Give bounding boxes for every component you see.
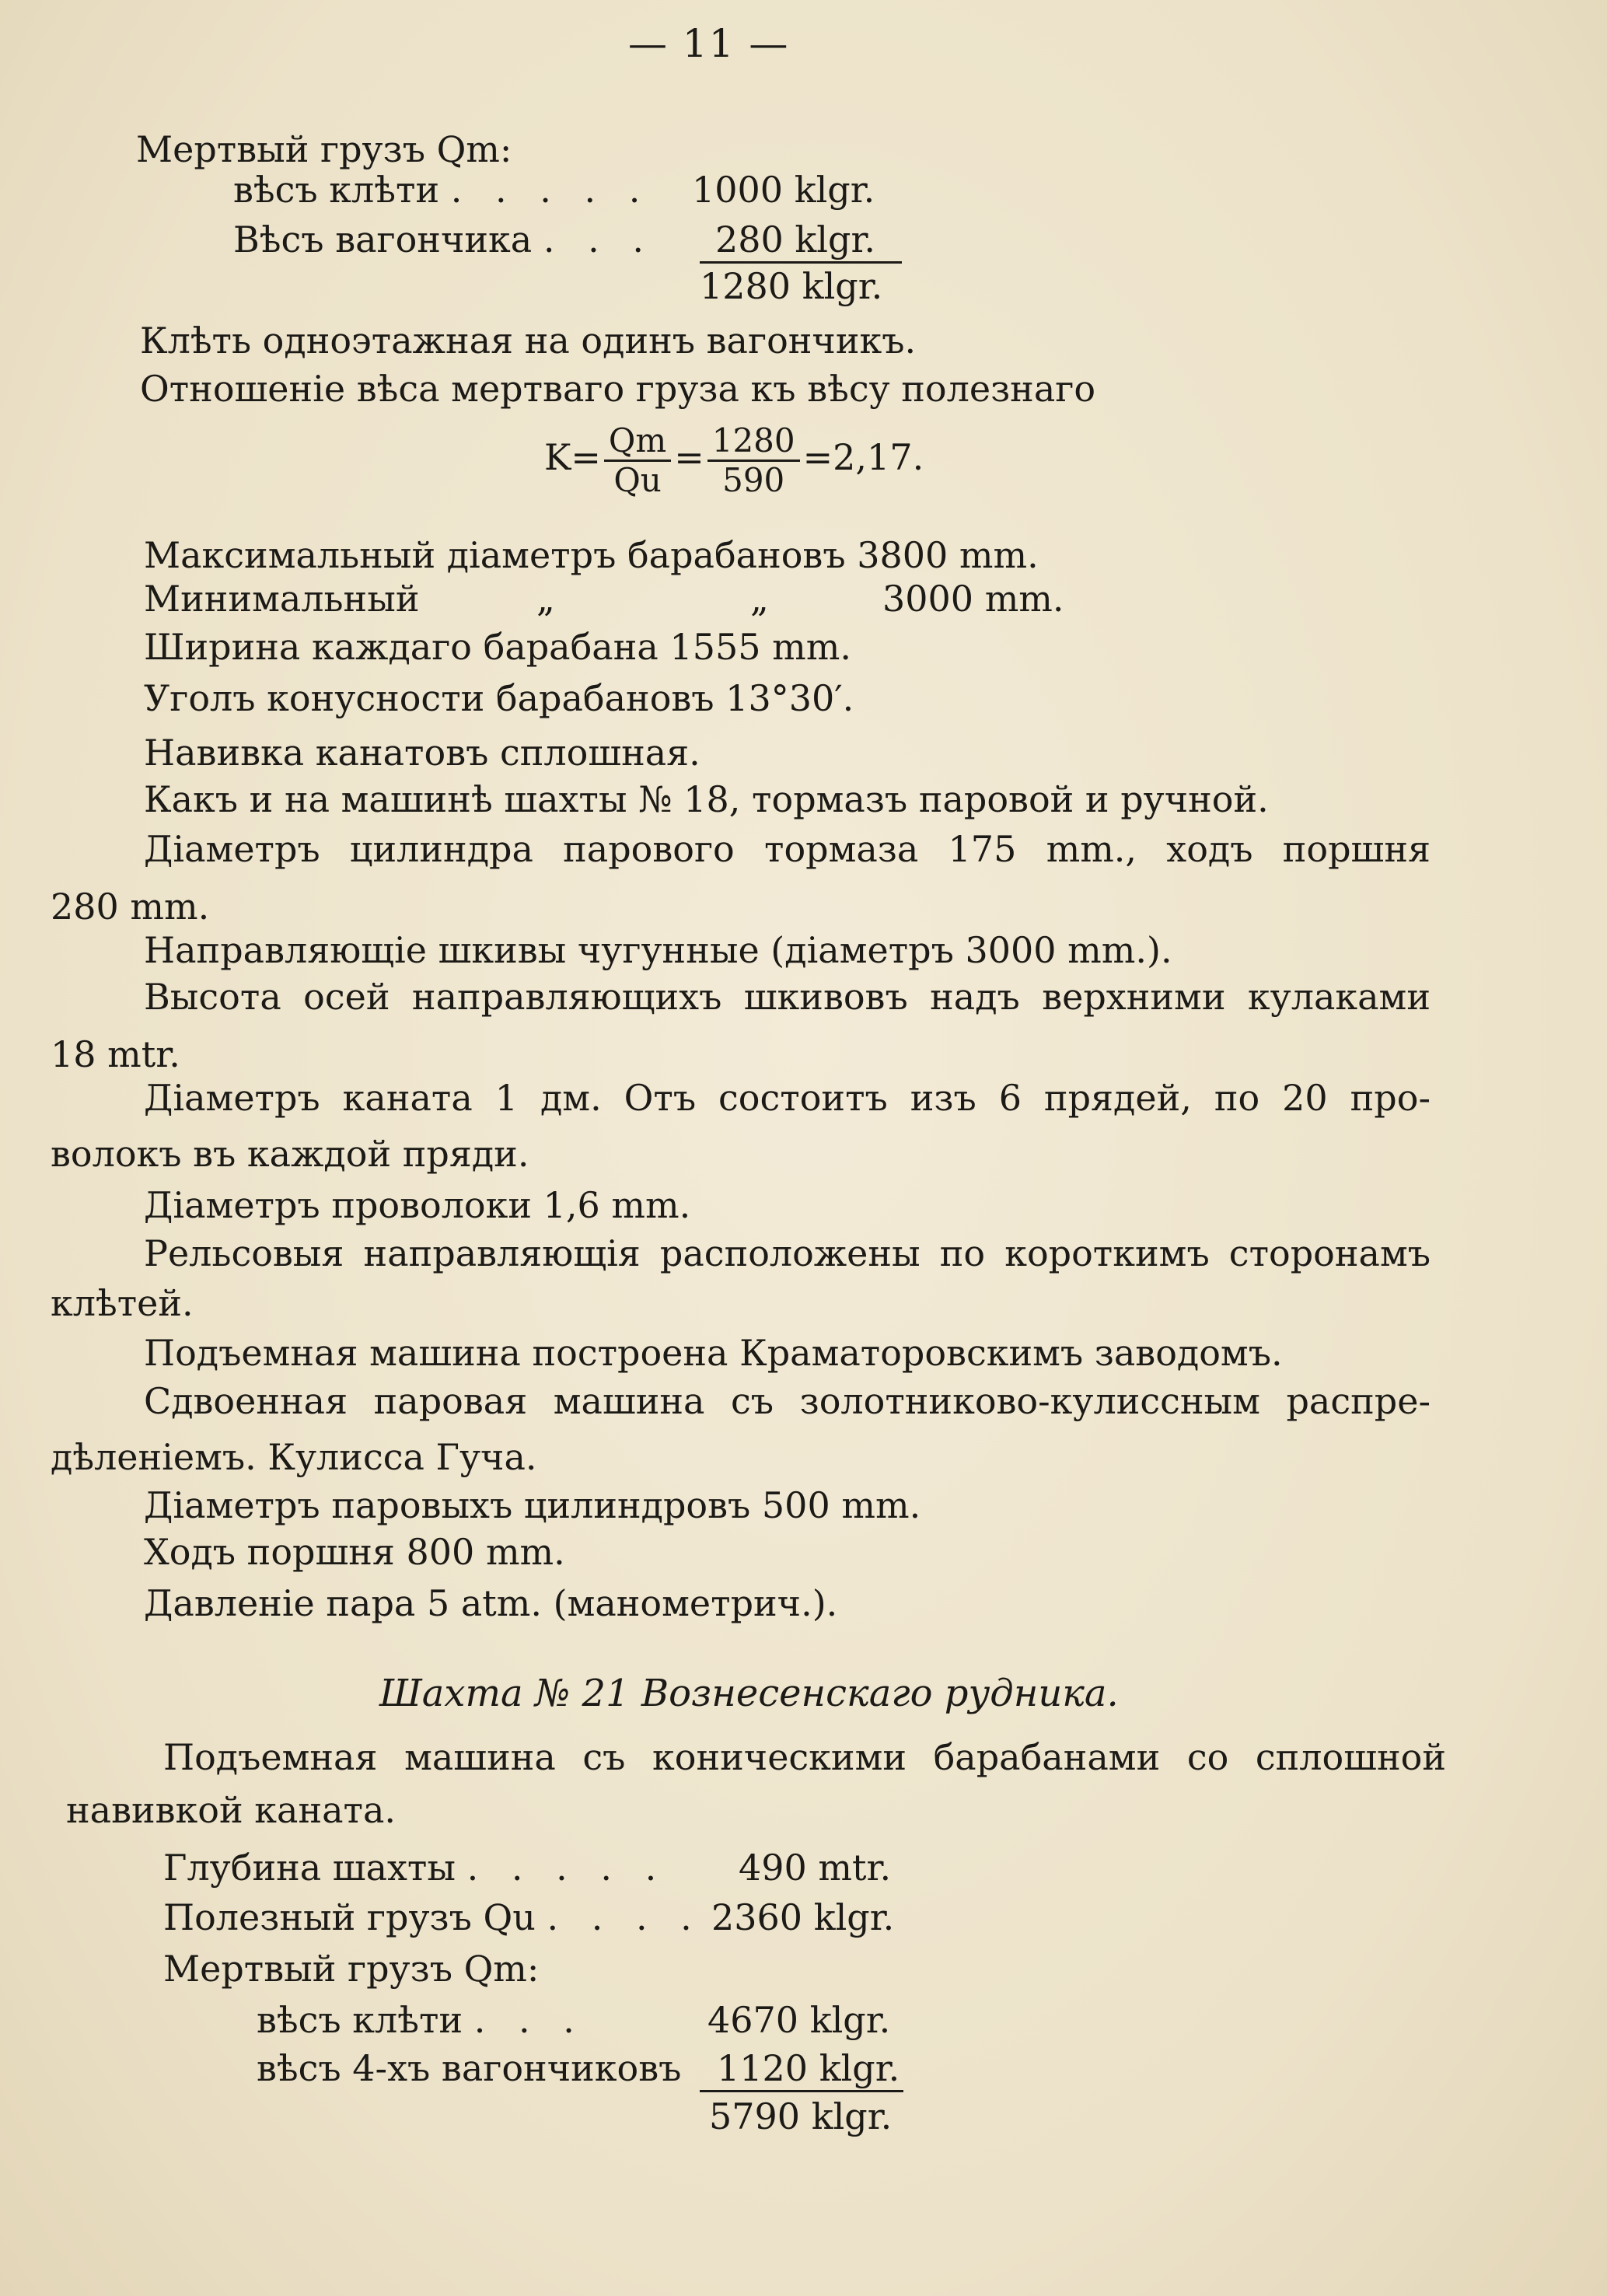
wagon-weight-label: Вѣсъ вагончика [233,218,533,260]
sum-rule-2 [700,2090,903,2092]
fraction-symbolic [604,422,671,499]
section-heading: Шахта № 21 Вознесенскаго рудника. [379,1672,1119,1715]
useful-load-row [163,1896,703,1939]
ditto-mark: „ [536,578,555,620]
wagons-weight-value: 1120 klgr. [717,2047,900,2089]
fraction-numerator: Qm [604,422,671,462]
cage-weight-value-2: 4670 klgr. [707,1999,891,2041]
useful-load-label: Полезный грузъ Qu [163,1896,536,1938]
leader-dots: . . . . [547,1896,703,1938]
dead-load-label-2: Мертвый грузъ Qm: [163,1948,540,1990]
fraction-numerator: 1280 [707,422,800,462]
leader-dots: . . . . . [466,1847,668,1889]
dead-load-total: 1280 klgr. [700,265,883,307]
text-line: Высота осей направляющихъ шкивовъ надъ верхними кулаками [144,976,1431,1018]
cage-weight-label: вѣсъ клѣти [233,169,440,211]
text-line: Діаметръ паровыхъ цилиндровъ 500 mm. [144,1484,921,1526]
useful-load-value: 2360 klgr. [711,1896,895,1938]
wagon-weight-row [233,218,655,261]
text-line: Сдвоенная паровая машина съ золотниково-кулиссным распре- [144,1380,1431,1422]
text-line: Діаметръ проволоки 1,6 mm. [144,1184,691,1226]
formula-equals: = [674,436,704,478]
formula-lhs: K= [544,436,601,478]
text-line: Діаметръ цилиндра парового тормаза 175 mm., ходъ поршня [144,828,1431,870]
text-line: волокъ въ каждой пряди. [51,1133,529,1175]
depth-value: 490 mtr. [739,1847,892,1889]
text-line: Уголъ конусности барабановъ 13°30′. [144,677,854,719]
ratio-intro-text: Отношеніе вѣса мертваго груза къ вѣсу полезнаго [140,368,1096,410]
text-line: 280 mm. [51,886,210,928]
dead-load-label: Мертвый грузъ Qm: [136,128,512,170]
ditto-mark: „ [750,578,769,620]
text-line: 3000 mm. [882,578,1064,620]
leader-dots: . . . [473,1999,585,2041]
cage-weight-label-2: вѣсъ клѣти [257,1999,463,2041]
fraction-numeric [707,422,800,499]
fraction-denominator: 590 [722,460,785,499]
wagons-weight-label: вѣсъ 4-хъ вагончиковъ [257,2047,682,2089]
ratio-formula [544,418,924,499]
depth-label: Глубина шахты [163,1847,456,1889]
dead-load-total-2: 5790 klgr. [709,2095,893,2137]
text-line: Минимальный [144,578,420,620]
cage-weight-value: 1000 klgr. [692,169,875,211]
fraction-denominator: Qu [613,460,662,499]
text-line: навивкой каната. [66,1789,397,1831]
text-line: 18 mtr. [51,1033,180,1075]
text-line: Ширина каждаго барабана 1555 mm. [144,626,851,668]
cage-weight-row-2 [257,1998,585,2042]
text-line: Максимальный діаметръ барабановъ 3800 mm. [144,534,1039,576]
cage-single-text: Клѣть одноэтажная на одинъ вагончикъ. [140,320,917,362]
text-line: Рельсовыя направляющія расположены по короткимъ сторонамъ [144,1232,1431,1274]
text-line: Навивка канатовъ сплошная. [144,732,700,774]
text-line: Давленіе пара 5 atm. (манометрич.). [144,1582,838,1624]
text-line: дѣленіемъ. Кулисса Гуча. [51,1436,537,1478]
text-line: Подъемная машина построена Краматоровскимъ заводомъ. [144,1332,1283,1374]
text-line: клѣтей. [51,1282,194,1324]
text-line: Подъемная машина съ коническими барабанами со сплошной [163,1736,1446,1778]
page-number: — 11 — [628,21,790,66]
depth-row [163,1846,667,1889]
text-line: Ходъ поршня 800 mm. [144,1531,565,1573]
text-line: Какъ и на машинѣ шахты № 18, тормазъ паровой и ручной. [144,778,1269,820]
formula-result: =2,17. [802,436,924,478]
cage-weight-row [233,168,651,211]
text-line: Направляющіе шкивы чугунные (діаметръ 3000 mm.). [144,929,1172,971]
leader-dots: . . . [543,218,655,260]
leader-dots: . . . . . [450,169,652,211]
text-line: Діаметръ каната 1 дм. Отъ состоитъ изъ 6 прядей, по 20 про- [144,1077,1431,1119]
wagon-weight-value: 280 klgr. [715,218,876,260]
sum-rule [700,261,902,264]
